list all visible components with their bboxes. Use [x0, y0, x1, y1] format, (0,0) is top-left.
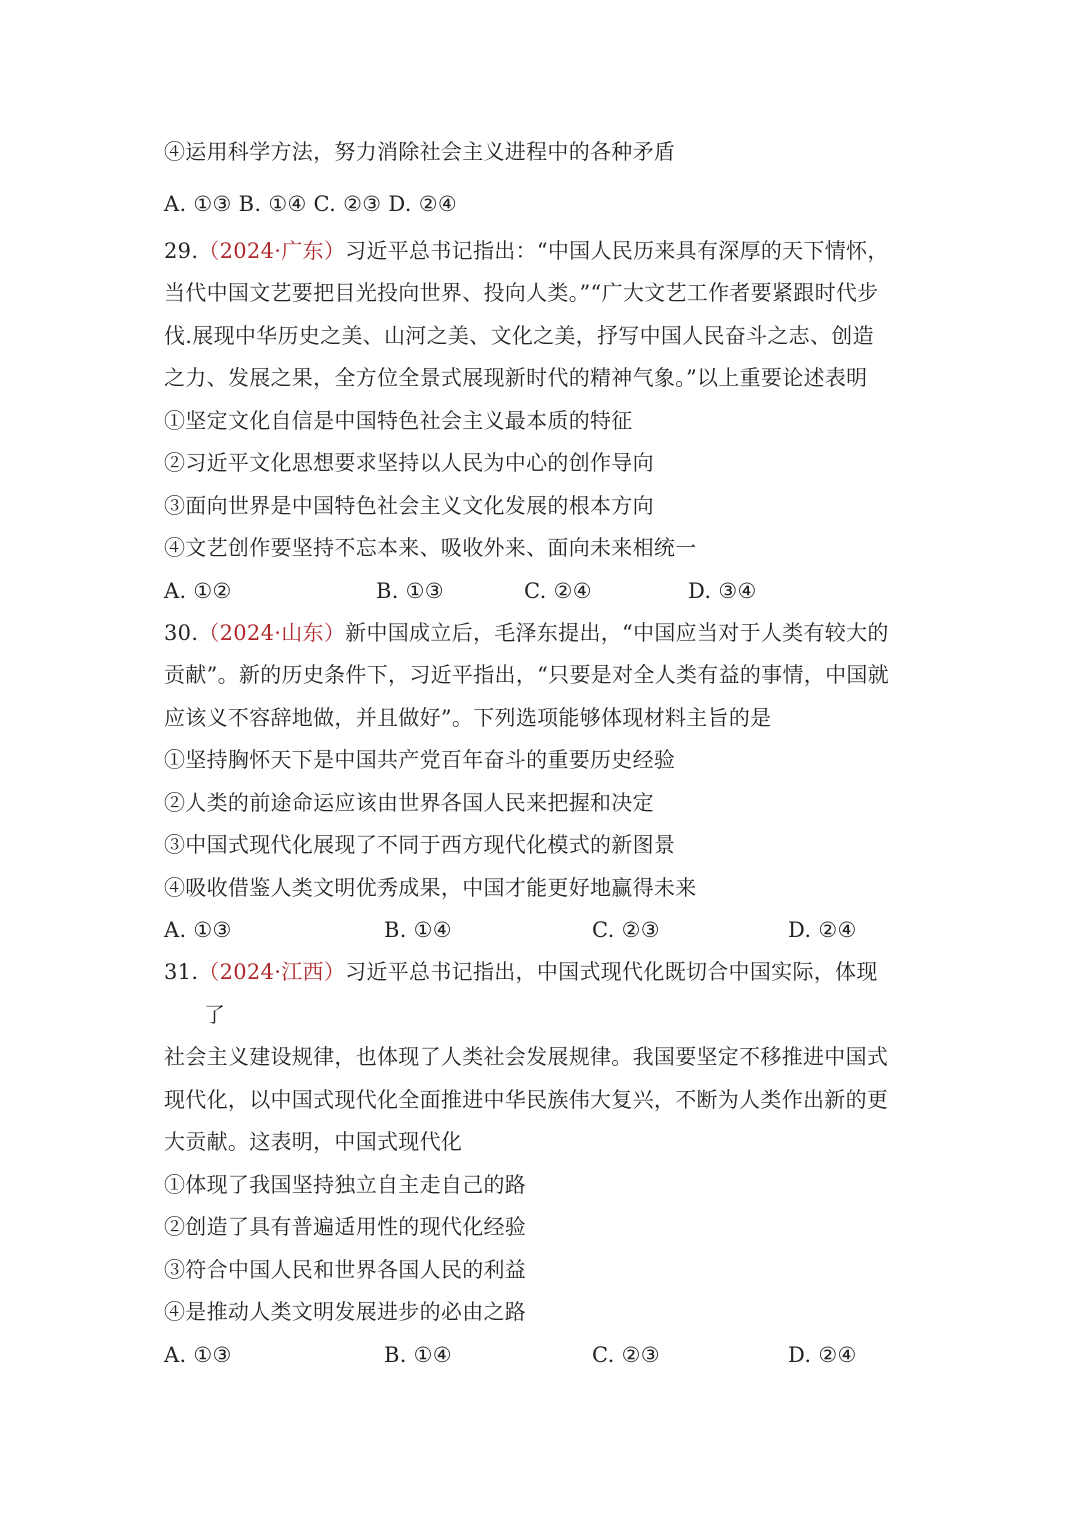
q30-number: 30. [164, 621, 199, 645]
q29-stem-line-1 [164, 230, 909, 272]
q29-option-c: C. ②④ [524, 579, 592, 603]
q30-option-a: A. ①③ [164, 918, 232, 942]
q31-stem-line-4: 现代化，以中国式现代化全面推进中华民族伟大复兴，不断为人类作出新的更 [164, 1088, 889, 1112]
q29-option-a: A. ①② [164, 579, 232, 603]
q30-option-c: C. ②③ [592, 918, 660, 942]
q30-stem-line-3: 应该义不容辞地做，并且做好”。下列选项能够体现材料主旨的是 [164, 706, 772, 730]
q31-source-tag: （2024·江西） [198, 960, 346, 984]
q31-option-a: A. ①③ [164, 1343, 232, 1367]
q30-source-tag: （2024·山东） [198, 621, 346, 645]
q30-statement-4: ④吸收借鉴人类文明优秀成果，中国才能更好地赢得未来 [164, 876, 697, 900]
q29-source-tag: （2024·广东） [198, 239, 346, 263]
q31-stem-text: 习近平总书记指出，中国式现代化既切合中国实际，体现 [345, 960, 878, 984]
q30-option-b: B. ①④ [384, 918, 452, 942]
q31-option-c: C. ②③ [592, 1343, 660, 1367]
q31-stem-line-1 [164, 951, 909, 993]
q31-stem-line-2: 了 [204, 1003, 226, 1027]
q29-number: 29. [164, 239, 199, 263]
q31-statement-2: ②创造了具有普遍适用性的现代化经验 [164, 1215, 527, 1239]
q31-statement-4: ④是推动人类文明发展进步的必由之路 [164, 1300, 527, 1324]
q29-option-b: B. ①③ [376, 579, 444, 603]
q31-options [164, 1334, 909, 1376]
q31-statement-3: ③符合中国人民和世界各国人民的利益 [164, 1258, 527, 1282]
q29-options [164, 570, 909, 612]
q29-stem-text: 习近平总书记指出：“中国人民历来具有深厚的天下情怀， [345, 239, 889, 263]
q29-stem-line-2: 当代中国文艺要把目光投向世界、投向人类。”“广大文艺工作者要紧跟时代步 [164, 281, 879, 305]
q31-stem-line-5: 大贡献。这表明，中国式现代化 [164, 1130, 463, 1154]
q30-option-d: D. ②④ [788, 918, 857, 942]
q31-statement-1: ①体现了我国坚持独立自主走自己的路 [164, 1173, 527, 1197]
q30-statement-1: ①坚持胸怀天下是中国共产党百年奋斗的重要历史经验 [164, 748, 676, 772]
q29-option-d: D. ③④ [688, 579, 757, 603]
q30-options [164, 909, 909, 951]
q30-statement-3: ③中国式现代化展现了不同于西方现代化模式的新图景 [164, 833, 676, 857]
q29-stem-line-3: 伐.展现中华历史之美、山河之美、文化之美，抒写中国人民奋斗之志、创造 [164, 324, 874, 348]
q29-stem-line-4: 之力、发展之果，全方位全景式展现新时代的精神气象。”以上重要论述表明 [164, 366, 868, 390]
q30-statement-2: ②人类的前途命运应该由世界各国人民来把握和决定 [164, 791, 654, 815]
q28-statement-4: ④运用科学方法，努力消除社会主义进程中的各种矛盾 [164, 140, 676, 164]
q30-stem-line-2: 贡献”。新的历史条件下，习近平指出，“只要是对全人类有益的事情，中国就 [164, 663, 889, 687]
q30-stem-line-1 [164, 612, 909, 654]
q29-statement-4: ④文艺创作要坚持不忘本来、吸收外来、面向未来相统一 [164, 536, 697, 560]
q29-statement-2: ②习近平文化思想要求坚持以人民为中心的创作导向 [164, 451, 654, 475]
q31-stem-line-3: 社会主义建设规律，也体现了人类社会发展规律。我国要坚定不移推进中国式 [164, 1045, 889, 1069]
q29-statement-1: ①坚定文化自信是中国特色社会主义最本质的特征 [164, 409, 633, 433]
q30-stem-text: 新中国成立后，毛泽东提出，“中国应当对于人类有较大的 [345, 621, 889, 645]
q31-option-d: D. ②④ [788, 1343, 857, 1367]
q29-statement-3: ③面向世界是中国特色社会主义文化发展的根本方向 [164, 494, 654, 518]
q31-option-b: B. ①④ [384, 1343, 452, 1367]
q28-options: A. ①③ B. ①④ C. ②③ D. ②④ [164, 192, 457, 216]
q31-number: 31. [164, 960, 199, 984]
